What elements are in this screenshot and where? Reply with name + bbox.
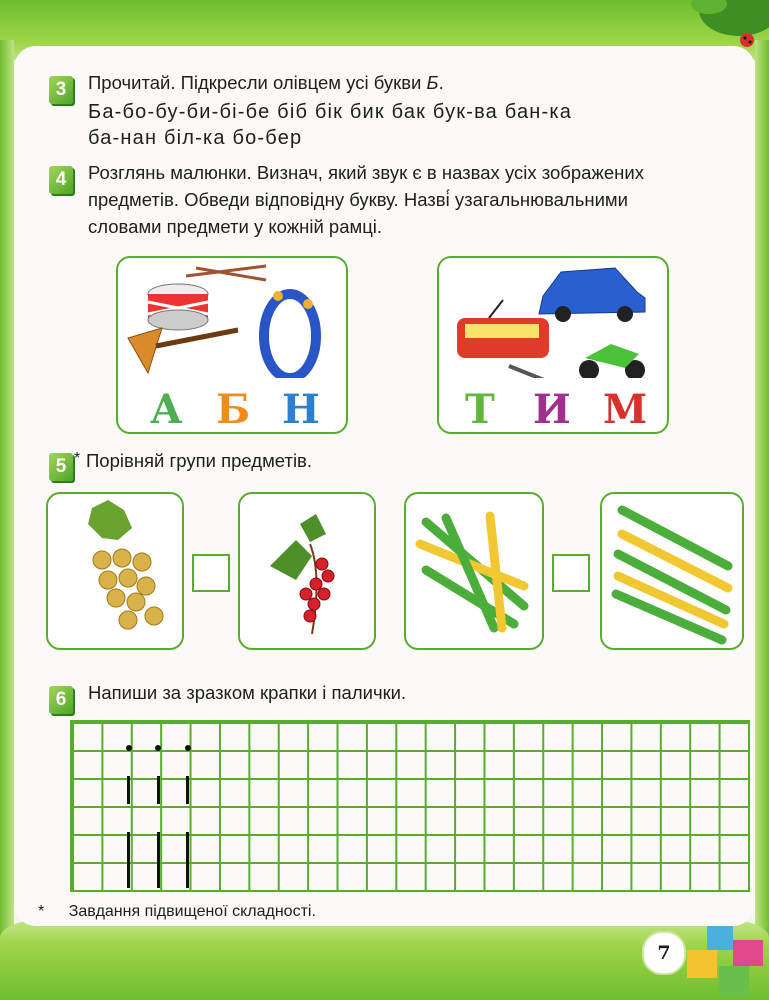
task-4-line-1: Розглянь малюнки. Визнач, який звук є в назвах усіх зображених	[88, 162, 644, 183]
group-red-currant	[238, 492, 376, 650]
sample-long-stick-2	[157, 832, 160, 888]
writing-grid[interactable]	[70, 720, 750, 892]
letter-n[interactable]: Н	[282, 386, 320, 433]
task-6-instruction: Напиши за зразком крапки і палички.	[88, 682, 407, 703]
pencils-crossed-icon	[406, 494, 542, 648]
left-border	[0, 40, 14, 960]
group-grapes	[46, 492, 184, 650]
sample-stick-1	[127, 776, 130, 804]
vehicles-illustration	[439, 258, 667, 378]
task-3-syllables-line-2: ба-нан біл-ка бо-бер	[88, 127, 303, 149]
letter-b[interactable]: Б	[216, 386, 251, 433]
letter-t[interactable]: Т	[465, 386, 495, 433]
task-4-line-2: предметів. Обведи відповідну букву. Назві́ узагальнювальними	[88, 189, 628, 210]
sample-dot-3	[185, 745, 191, 751]
task-4-line-3: словами предмети у кожній рамці.	[88, 216, 383, 237]
footnote: * Завдання підвищеної складності.	[38, 903, 316, 920]
task-5-star: *	[74, 450, 81, 467]
task-5-number: 5	[49, 453, 73, 481]
letter-m[interactable]: М	[603, 386, 648, 433]
task-6-number: 6	[49, 686, 73, 714]
sample-stick-2	[157, 776, 160, 804]
task-3-instruction: Прочитай. Підкресли олівцем усі букви Б.	[88, 72, 444, 93]
task-4-number: 4	[49, 166, 73, 194]
task-3-number: 3	[49, 76, 73, 104]
group-pencils-parallel	[600, 492, 744, 650]
letter-a[interactable]: А	[150, 386, 183, 433]
sample-long-stick-3	[186, 832, 189, 888]
letter-i[interactable]: И	[533, 386, 571, 433]
sample-stick-3	[186, 776, 189, 804]
sample-dot-2	[155, 745, 161, 751]
grapes-icon	[48, 494, 182, 648]
right-border	[755, 40, 769, 960]
compare-box-2[interactable]	[552, 554, 590, 592]
frame-vehicles	[437, 256, 669, 434]
group-pencils-crossed	[404, 492, 544, 650]
page-number: 7	[642, 931, 686, 975]
compare-box-1[interactable]	[192, 554, 230, 592]
red-currant-icon	[240, 494, 374, 648]
toy-cubes-decoration	[679, 920, 769, 1000]
sample-dot-1	[126, 745, 132, 751]
task-3-syllables-line-1: Ба-бо-бу-би-бі-бе біб бік бик бак бук-ва бан-ка	[88, 101, 573, 123]
frame-musical-instruments	[116, 256, 348, 434]
musical-instruments-illustration	[118, 258, 346, 378]
sample-long-stick-1	[127, 832, 130, 888]
task-5-instruction: Порівняй групи предметів.	[86, 450, 313, 471]
pencils-parallel-icon	[602, 494, 742, 648]
